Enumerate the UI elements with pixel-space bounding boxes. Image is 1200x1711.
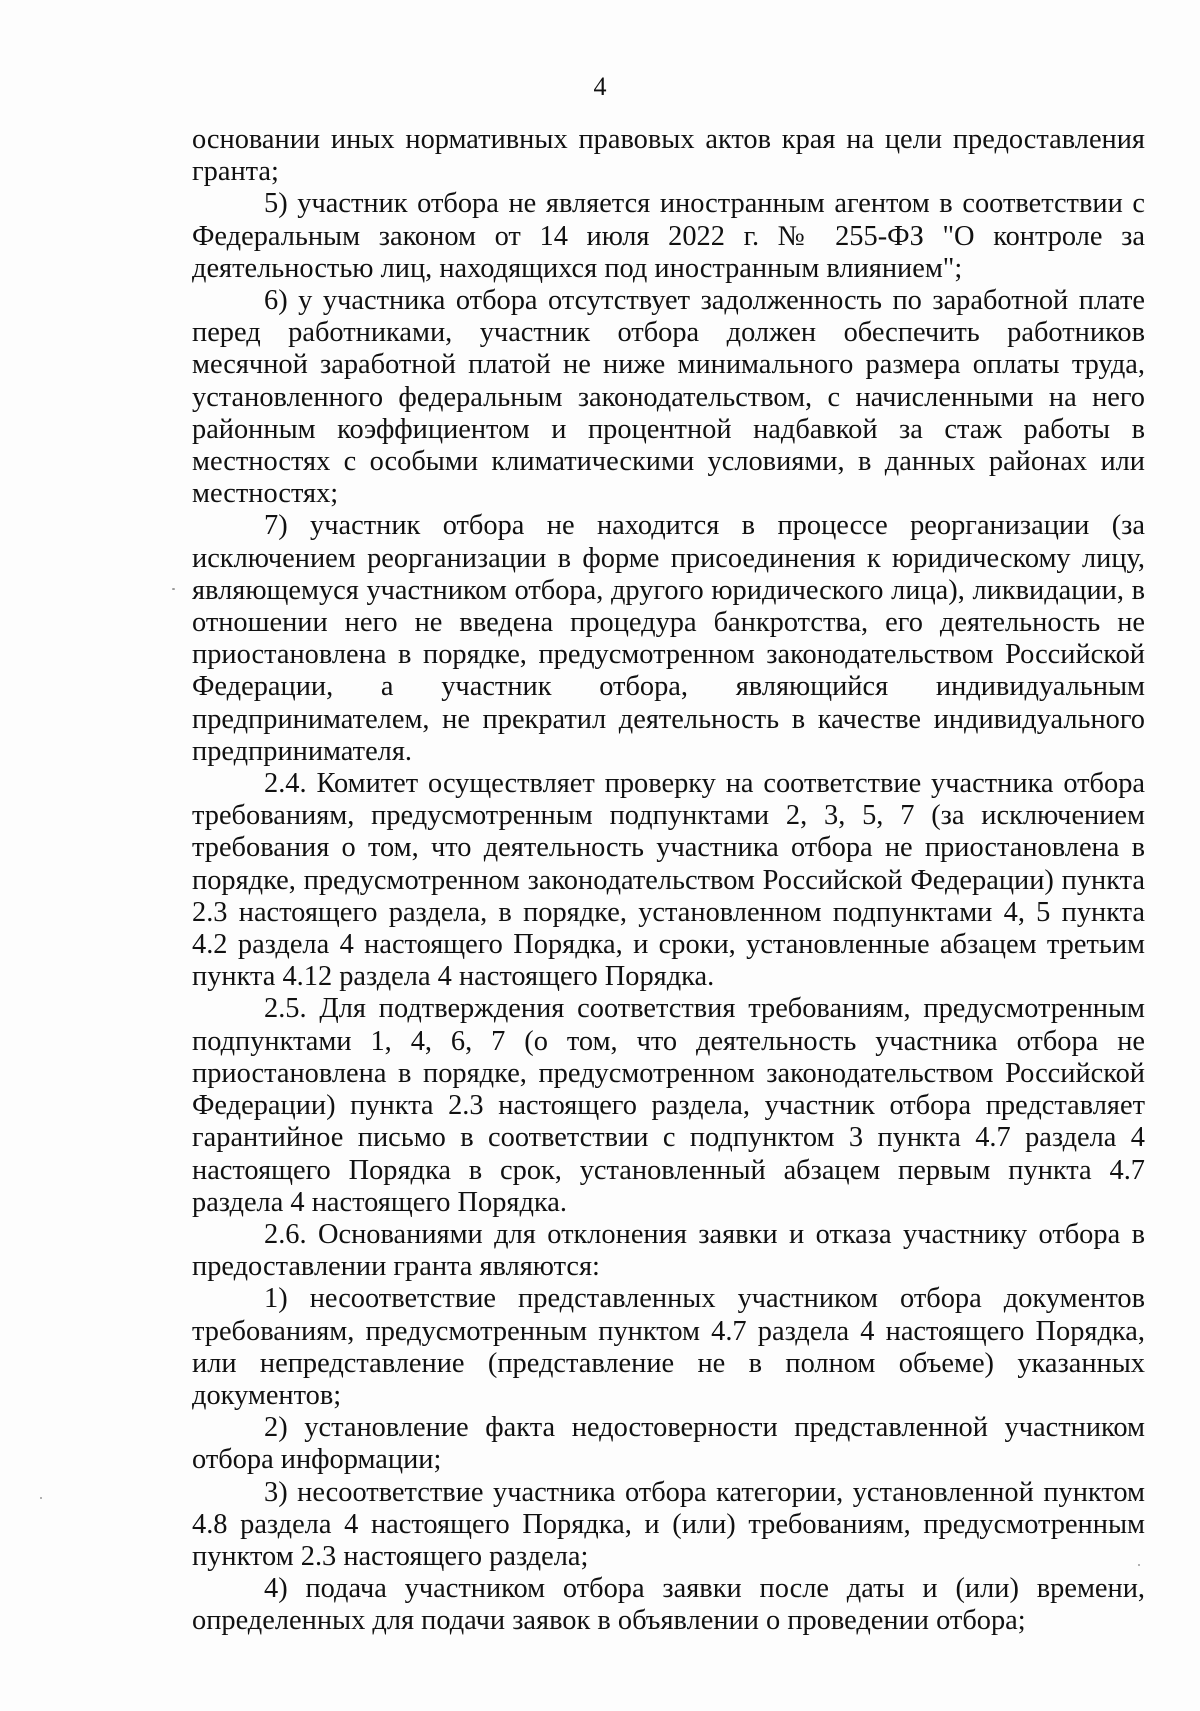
paragraph-2-6-item-3: 3) несоответствие участника отбора категории, установленной пунктом 4.8 раздела 4 настоящего Порядка, и (или) требованиям, предусмотренным пунктом 2.3 настоящего раздела; bbox=[192, 1476, 1145, 1572]
paragraph-2-5: 2.5. Для подтверждения соответствия требованиям, предусмотренным подпунктами 1, 4, 6, 7 (о том, что деятельность участника отбора не приостановлена в порядке, предусмотренном законодательством Российской Федерации) пункта 2.3 настоящего раздела, участник отбора представляет гарантийное письмо в соответствии с подпунктом 3 пункта 4.7 раздела 4 настоящего Порядка в срок, установленный абзацем первым пункта 4.7 раздела 4 настоящего Порядка. bbox=[192, 993, 1145, 1218]
paragraph-2-6-item-1: 1) несоответствие представленных участником отбора документов требованиям, предусмотренным пунктом 4.7 раздела 4 настоящего Порядка, или непредставление (представление не в полном объеме) указанных документов; bbox=[192, 1283, 1145, 1411]
paragraph-item-6: 6) у участника отбора отсутствует задолженность по заработной плате перед работниками, участник отбора должен обеспечить работников месячной заработной платой не ниже минимального размера оплаты труда, установленного федеральным законодательством, с начисленными на него районным коэффициентом и процентной надбавкой за стаж работы в местностях с особыми климатическими условиями, в данных районах или местностях; bbox=[192, 285, 1145, 510]
page-number: 4 bbox=[593, 72, 607, 101]
paragraph-2-6-item-2: 2) установление факта недостоверности представленной участником отбора информации; bbox=[192, 1412, 1145, 1476]
paragraph-2-4: 2.4. Комитет осуществляет проверку на соответствие участника отбора требованиям, предусмотренным подпунктами 2, 3, 5, 7 (за исключением требования о том, что деятельность участника отбора не приостановлена в порядке, предусмотренном законодательством Российской Федерации) пункта 2.3 настоящего раздела, в порядке, установленном подпунктами 4, 5 пункта 4.2 раздела 4 настоящего Порядка, и сроки, установленные абзацем третьим пункта 4.12 раздела 4 настоящего Порядка. bbox=[192, 768, 1145, 993]
scan-speck bbox=[172, 588, 175, 590]
paragraph-2-6-item-4: 4) подача участником отбора заявки после даты и (или) времени, определенных для подачи заявок в объявлении о проведении отбора; bbox=[192, 1573, 1145, 1637]
paragraph-item-7: 7) участник отбора не находится в процессе реорганизации (за исключением реорганизации в форме присоединения к юридическому лицу, являющемуся участником отбора, другого юридического лица), ликвидации, в отношении него не введена процедура банкротства, его деятельность не приостановлена в порядке, предусмотренном законодательством Российской Федерации, а участник отбора, являющийся индивидуальным предпринимателем, не прекратил деятельность в качестве индивидуального предпринимателя. bbox=[192, 510, 1145, 767]
document-body bbox=[192, 124, 1145, 1638]
scan-speck bbox=[1138, 1564, 1140, 1566]
paragraph-2-6: 2.6. Основаниями для отклонения заявки и отказа участнику отбора в предоставлении гранта являются: bbox=[192, 1218, 1145, 1283]
paragraph-continuation: основании иных нормативных правовых актов края на цели предоставления гранта; bbox=[192, 124, 1145, 188]
paragraph-item-5: 5) участник отбора не является иностранным агентом в соответствии с Федеральным законом от 14 июля 2022 г. № 255-ФЗ "О контроле за деятельностью лиц, находящихся под иностранным влиянием"; bbox=[192, 188, 1145, 284]
scan-speck bbox=[40, 1497, 42, 1499]
